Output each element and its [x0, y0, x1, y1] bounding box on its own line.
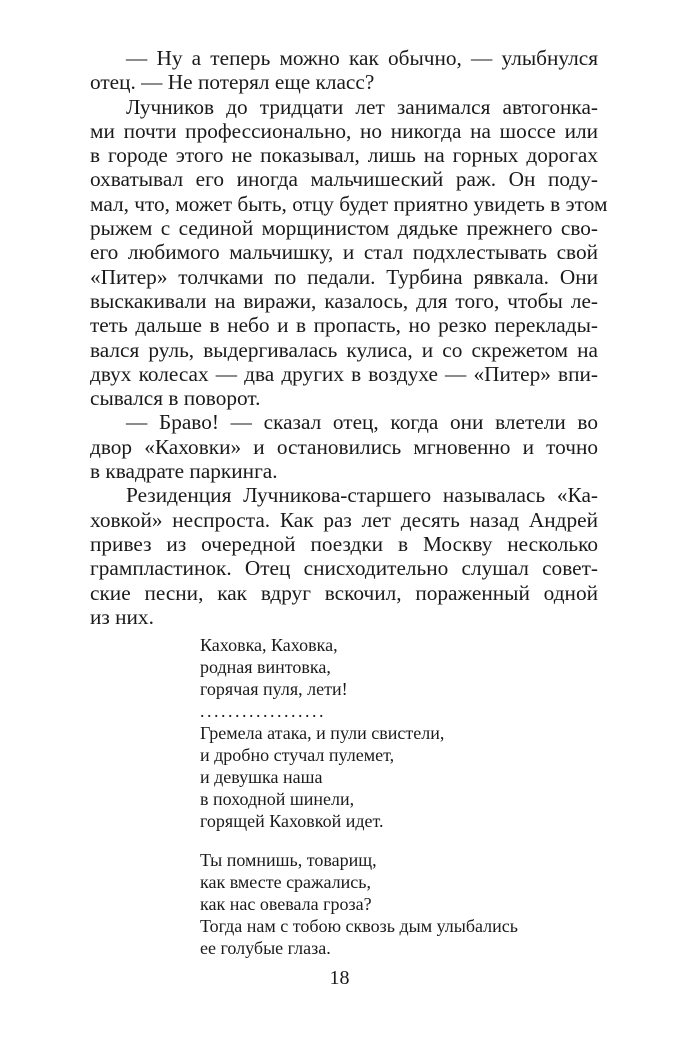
text-line: сывался в поворот. [90, 386, 261, 411]
text-line: охватывал его иногда мальчишеский раж. Он поду- [90, 167, 598, 192]
verse-line: Ты помнишь, товарищ, [200, 850, 377, 870]
text-line: его любимого мальчишку, и стал подхлестывать свой [90, 240, 598, 265]
verse-line: и девушка наша [200, 767, 323, 787]
paragraph [90, 483, 598, 629]
text-line: привез из очередной поездки в Москву несколько [90, 531, 598, 556]
verse-stanza [200, 849, 600, 959]
verse-line: горящей Каховкой идет. [200, 811, 384, 831]
text-line: двор «Каховки» и остановились мгновенно и точно [90, 434, 598, 459]
text-line: ховкой» неспроста. Как раз лет десять назад Андрей [90, 507, 598, 532]
verse-stanza [200, 634, 600, 832]
text-line: ские песни, как вдруг вскочил, пораженный одной [90, 580, 598, 605]
verse-line: Тогда нам с тобою сквозь дым улыбались [200, 916, 518, 936]
text-line: из них. [90, 604, 154, 629]
text-line: выскакивали на виражи, казалось, для того, чтобы ле- [90, 288, 598, 313]
page-number: 18 [329, 967, 350, 989]
text-line: Лучников до тридцати лет занимался автогонка- [126, 94, 598, 119]
verse-line: в походной шинели, [200, 789, 355, 809]
paragraph [90, 46, 598, 95]
text-line: вался руль, выдергивалась кулиса, и со скрежетом на [90, 337, 598, 362]
song-verse [200, 634, 600, 959]
text-line: отец. — Не потерял еще класс? [90, 70, 375, 95]
text-line: — Браво! — сказал отец, когда они влетели во [126, 410, 598, 435]
text-line: ми почти профессионально, но никогда на шоссе или [90, 118, 598, 143]
text-line: грампластинок. Отец снисходительно слушал совет- [90, 556, 598, 581]
verse-line: как нас овевала гроза? [200, 894, 372, 914]
verse-omission-dots: .................. [200, 701, 326, 721]
verse-line: и дробно стучал пулемет, [200, 745, 395, 765]
text-line: мал, что, может быть, отцу будет приятно увидеть в этом [90, 191, 608, 216]
paragraph [90, 410, 598, 483]
verse-line: горячая пуля, лети! [200, 679, 348, 699]
text-line: теть дальше в небо и в пропасть, но резко переклады- [90, 313, 598, 338]
text-line: рыжем с сединой морщинистом дядьке прежнего сво- [90, 216, 598, 241]
verse-line: как вместе сражались, [200, 872, 371, 892]
paragraph [90, 94, 608, 411]
text-line: Резиденция Лучникова-старшего называлась «Ка- [126, 483, 598, 508]
verse-line: ее голубые глаза. [200, 938, 331, 958]
verse-line: родная винтовка, [200, 657, 331, 677]
prose-body [90, 46, 608, 629]
text-line: в квадрате паркинга. [90, 459, 278, 484]
verse-line: Гремела атака, и пули свистели, [200, 723, 445, 743]
text-line: — Ну а теперь можно как обычно, — улыбнулся [126, 46, 598, 70]
text-line: двух колесах — два других в воздухе — «Питер» впи- [90, 361, 598, 386]
verse-line: Каховка, Каховка, [200, 635, 338, 655]
text-line: в городе этого не показывал, лишь на горных дорогах [90, 143, 598, 168]
text-line: «Питер» толчками по педали. Турбина рявкала. Они [90, 264, 598, 289]
